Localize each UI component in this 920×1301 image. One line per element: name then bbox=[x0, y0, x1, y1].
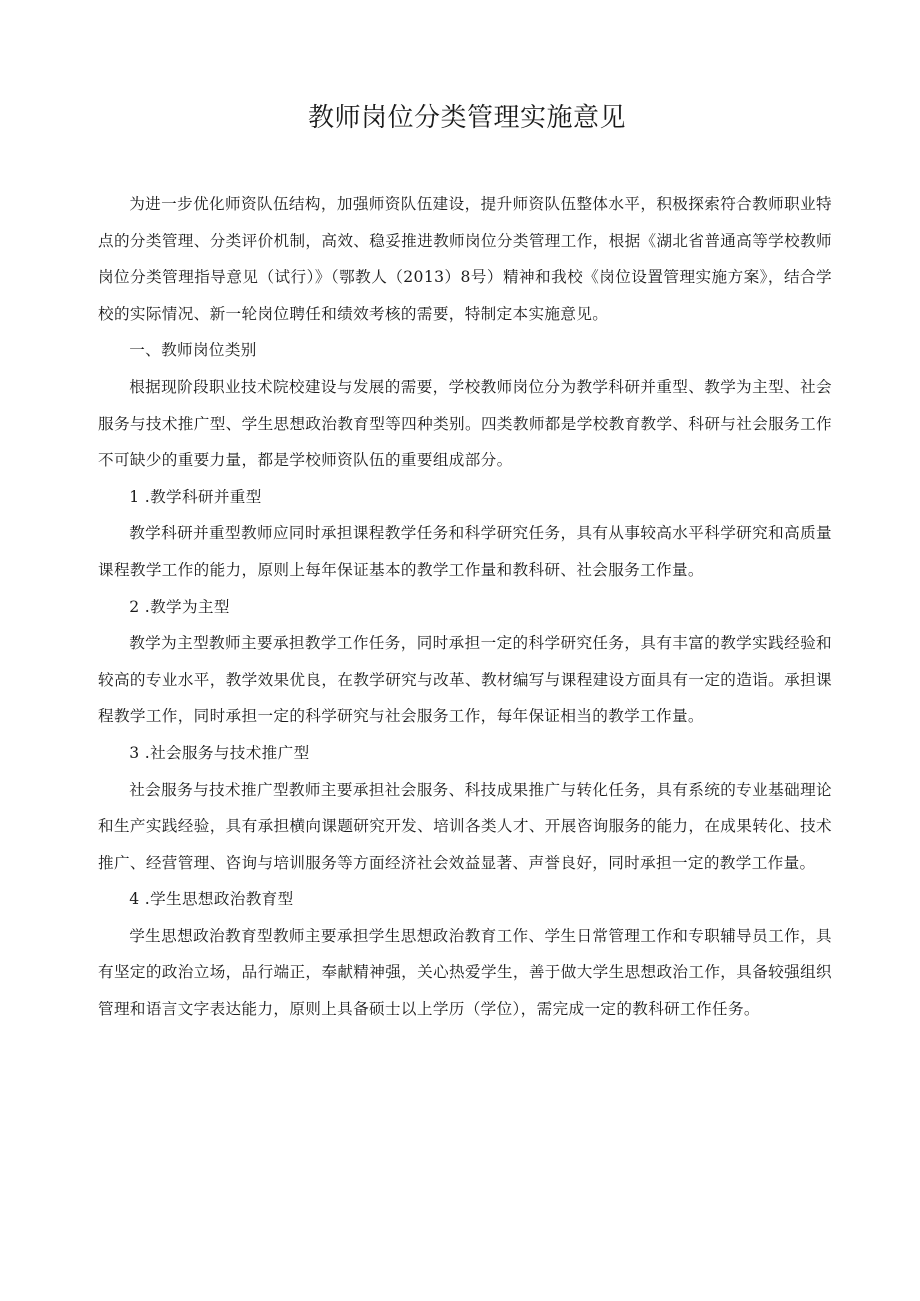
type-paragraph-student-education: 学生思想政治教育型教师主要承担学生思想政治教育工作、学生日常管理工作和专职辅导员工作，具有坚定的政治立场，品行端正，奉献精神强，关心热爱学生，善于做大学生思想政治工作，具备较强组织管理和语言文字表达能力，原则上具备硕士以上学历（学位），需完成一定的教科研工作任务。 bbox=[98, 926, 832, 1019]
type-heading-teaching-focused: 2 .教学为主型 bbox=[129, 597, 230, 616]
type-paragraph-teaching-research: 教学科研并重型教师应同时承担课程教学任务和科学研究任务，具有从事较高水平科学研究和高质量课程教学工作的能力，原则上每年保证基本的教学工作量和教科研、社会服务工作量。 bbox=[98, 524, 832, 579]
intro-paragraph: 为进一步优化师资队伍结构，加强师资队伍建设，提升师资队伍整体水平，积极探索符合教师职业特点的分类管理、分类评价机制，高效、稳妥推进教师岗位分类管理工作，根据《湖北省普通高等学校教师岗位分类管理指导意见（试行）》（鄂教人（2013）8号）精神和我校《岗位设置管理实施方案》，结合学校的实际情况、新一轮岗位聘任和绩效考核的需要，特制定本实施意见。 bbox=[98, 195, 832, 323]
section-paragraph-teacher-categories: 根据现阶段职业技术院校建设与发展的需要，学校教师岗位分为教学科研并重型、教学为主型、社会服务与技术推广型、学生思想政治教育型等四种类别。四类教师都是学校教育教学、科研与社会服务工作不可缺少的重要力量，都是学校师资队伍的重要组成部分。 bbox=[98, 377, 832, 470]
type-heading-student-education: 4 .学生思想政治教育型 bbox=[129, 890, 294, 909]
type-paragraph-teaching-focused: 教学为主型教师主要承担教学工作任务，同时承担一定的科学研究任务，具有丰富的教学实践经验和较高的专业水平，教学效果优良，在教学研究与改革、教材编写与课程建设方面具有一定的造诣。承担课程教学工作，同时承担一定的科学研究与社会服务工作，每年保证相当的教学工作量。 bbox=[98, 634, 832, 726]
type-paragraph-social-service: 社会服务与技术推广型教师主要承担社会服务、科技成果推广与转化任务，具有系统的专业基础理论和生产实践经验，具有承担横向课题研究开发、培训各类人才、开展咨询服务的能力，在成果转化、技术推广、经营管理、咨询与培训服务等方面经济社会效益显著、声誉良好，同时承担一定的教学工作量。 bbox=[98, 780, 832, 872]
type-heading-social-service: 3 .社会服务与技术推广型 bbox=[129, 743, 310, 762]
document-body bbox=[98, 186, 832, 1028]
section-heading-teacher-categories: 一、教师岗位类别 bbox=[129, 341, 257, 360]
type-heading-teaching-research: 1 .教学科研并重型 bbox=[129, 487, 262, 506]
document-title: 教师岗位分类管理实施意见 bbox=[307, 103, 626, 133]
